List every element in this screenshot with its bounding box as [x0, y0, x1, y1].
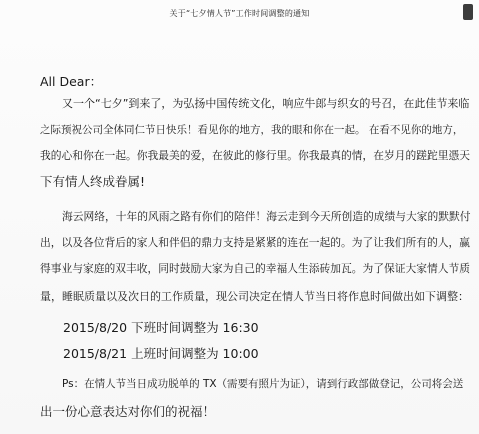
- paragraph1-line2: 之际预祝公司全体同仁节日快乐！看见你的地方，我的眼和你在一起。 在看不见你的地方，: [40, 124, 464, 136]
- paragraph1-line3: 我的心和你在一起。你我最美的爱，在彼此的修行里。你我最真的情，在岁月的蹉跎里憑天: [40, 149, 471, 162]
- paragraph2-line1: 海云网络，十年的风雨之路有你们的陪伴！海云走到今天所创造的成绩与大家的默默付: [62, 210, 471, 223]
- postscript-line1: Ps：在情人节当日成功脱单的 TX（需要有照片为证），请到行政部做登记，公司将会送: [62, 378, 464, 390]
- paragraph1-line1: 又一个“七夕”到来了，为弘扬中国传统文化，响应牛郎与织女的号召，在此佳节来临: [62, 97, 470, 110]
- paragraph2-line2: 出，以及各位背后的家人和伴侣的鼎力支持是紧紧的连在一起的。为了让我们所有的人，赢: [40, 236, 471, 249]
- greeting: All Dear：: [40, 74, 103, 89]
- paragraph1-line4: 下有情人终成眷属!: [40, 174, 146, 189]
- paragraph2-line3: 得事业与家庭的双丰收，同时鼓励大家为自己的幸福人生添砖加瓦。为了保证大家情人节质: [40, 262, 471, 275]
- postscript-line2: 出一份心意表达对你们的祝福！: [40, 404, 216, 419]
- paragraph2-line4: 量，睡眠质量以及次日的工作质量，现公司决定在情人节当日将作息时间做出如下调整：: [40, 290, 469, 303]
- document-title: 关于“七夕情人节”工作时间调整的通知: [169, 9, 310, 18]
- schedule-item: 2015/8/21 上班时间调整为 10:00: [63, 346, 259, 361]
- schedule-item: 2015/8/20 下班时间调整为 16:30: [63, 320, 259, 335]
